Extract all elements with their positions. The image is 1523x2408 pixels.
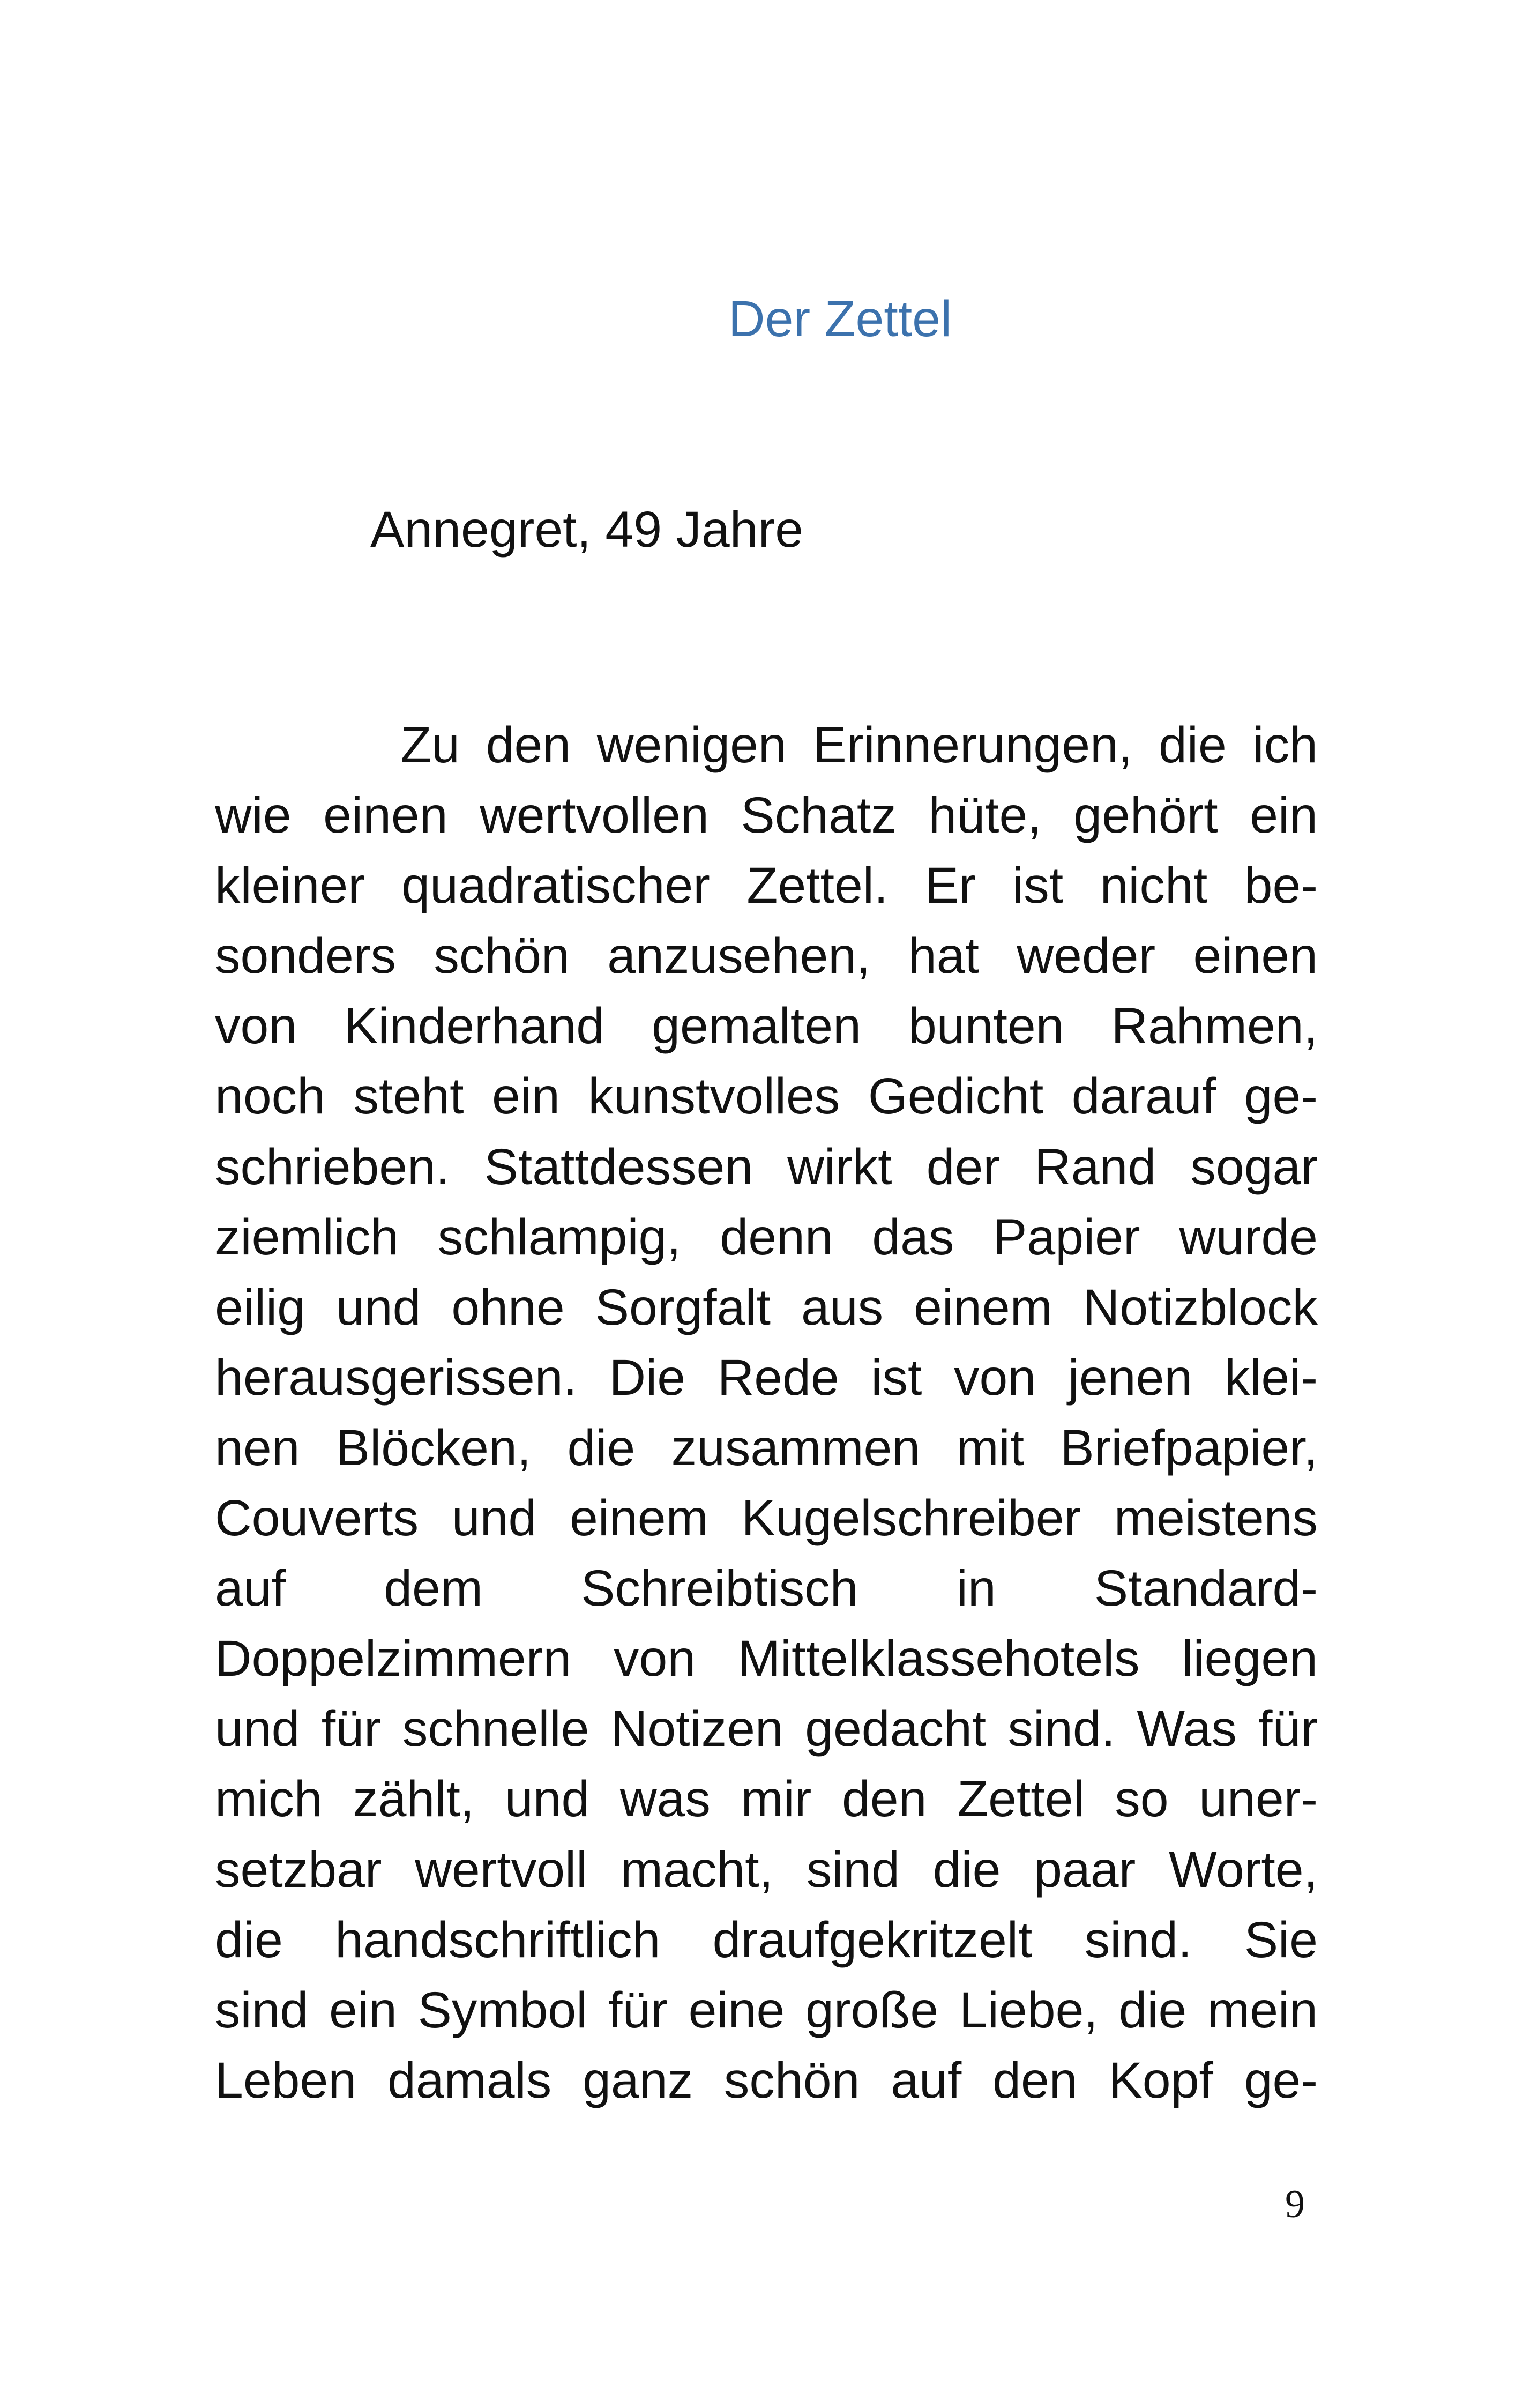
body-line: die handschriftlich draufgekritzelt sind. Sie — [215, 1911, 1318, 1968]
body-line: Doppelzimmern von Mittelklassehotels liegen — [215, 1630, 1318, 1688]
body-line: noch steht ein kunstvolles Gedicht darauf ge- — [215, 1068, 1318, 1125]
body-line: setzbar wertvoll macht, sind die paar Worte, — [215, 1841, 1318, 1898]
body-line: wie einen wertvollen Schatz hüte, gehört ein — [215, 787, 1318, 844]
author-line: Annegret, 49 Jahre — [370, 501, 804, 558]
body-line: Zu den wenigen Erinnerungen, die ich — [400, 717, 1318, 774]
body-line: und für schnelle Notizen gedacht sind. Was für — [215, 1700, 1318, 1758]
body-line: schrieben. Stattdessen wirkt der Rand sogar — [215, 1138, 1318, 1195]
body-line: sonders schön anzusehen, hat weder einen — [215, 927, 1318, 985]
chapter-title: Der Zettel — [728, 291, 952, 347]
body-line: sind ein Symbol für eine große Liebe, die mein — [215, 1981, 1318, 2039]
body-text — [215, 710, 1318, 2116]
page-number: 9 — [1285, 2182, 1305, 2226]
body-line: ziemlich schlampig, denn das Papier wurde — [215, 1208, 1318, 1266]
body-line: auf dem Schreibtisch in Standard- — [215, 1560, 1318, 1617]
body-line: kleiner quadratischer Zettel. Er ist nicht be- — [215, 857, 1318, 915]
body-line: von Kinderhand gemalten bunten Rahmen, — [215, 998, 1318, 1055]
body-line: nen Blöcken, die zusammen mit Briefpapier, — [215, 1419, 1318, 1476]
body-line: herausgerissen. Die Rede ist von jenen klei- — [215, 1349, 1318, 1406]
body-line: mich zählt, und was mir den Zettel so uner- — [215, 1771, 1318, 1828]
body-line: Leben damals ganz schön auf den Kopf ge- — [215, 2052, 1318, 2109]
body-line: eilig und ohne Sorgfalt aus einem Notizblock — [215, 1279, 1318, 1336]
body-line: Couverts und einem Kugelschreiber meistens — [215, 1490, 1318, 1547]
